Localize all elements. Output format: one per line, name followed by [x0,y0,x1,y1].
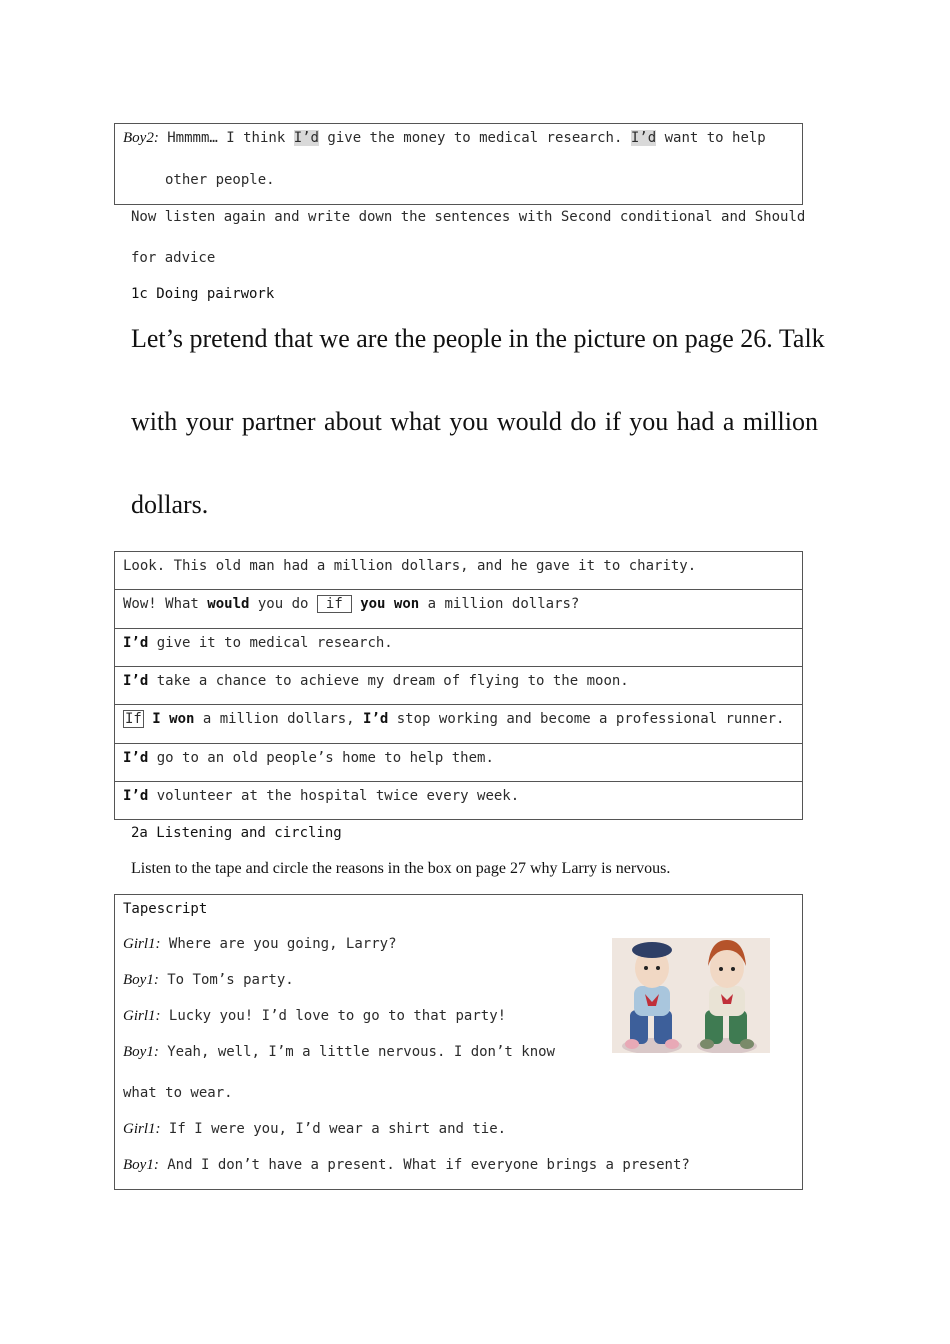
if-box: If [125,711,142,727]
boy2-dialogue-box [114,123,803,205]
tapescript-box [114,894,803,1190]
tapescript-line: Boy1: To Tom’s party. [123,972,294,988]
figurines-illustration [612,938,770,1053]
table-row: I’d take a chance to achieve my dream of flying to the moon. [114,666,803,705]
tapescript-line: Girl1: If I were you, I’d wear a shirt and tie. [123,1121,507,1137]
table-row: Wow! What would you do if you won a million dollars? [114,589,803,629]
table-row: I’d go to an old people’s home to help them. [114,743,803,782]
section-heading-2a: 2a Listening and circling [131,825,342,841]
pairwork-line-2: with your partner about what you would do if you had a million [131,407,818,436]
listen-instruction-line-2: for advice [131,250,216,266]
listen-2a-instruction: Listen to the tape and circle the reasons in the box on page 27 why Larry is nervous. [131,860,671,877]
table-row: I’d give it to medical research. [114,628,803,667]
tapescript-line: what to wear. [123,1085,233,1101]
tapescript-line: Boy1: Yeah, well, I’m a little nervous. I don’t know [123,1044,555,1060]
section-heading-1c: 1c Doing pairwork [131,286,275,302]
tapescript-heading: Tapescript [123,901,208,917]
pairwork-line-3: dollars. [131,490,209,519]
if-box: if [317,595,352,613]
speaker-label: Boy2: [123,130,159,146]
listen-instruction-line-1: Now listen again and write down the sentences with Second conditional and Should [131,209,806,225]
pairwork-line-1: Let’s pretend that we are the people in the picture on page 26. Talk [131,324,825,353]
table-row: I’d volunteer at the hospital twice every week. [114,781,803,820]
boy2-line-1: Boy2: Hmmmm… I think I’d give the money to medical research. I’d want to help [123,130,766,146]
boy2-line-2: other people. [165,172,275,188]
figurines-image [612,938,770,1053]
tapescript-line: Girl1: Where are you going, Larry? [123,936,397,952]
tapescript-line: Girl1: Lucky you! I’d love to go to that party! [123,1008,507,1024]
tapescript-line: Boy1: And I don’t have a present. What if everyone brings a present? [123,1157,690,1173]
table-row: Look. This old man had a million dollars, and he gave it to charity. [114,551,803,590]
table-row: If I won a million dollars, I’d stop working and become a professional runner. [114,704,803,744]
